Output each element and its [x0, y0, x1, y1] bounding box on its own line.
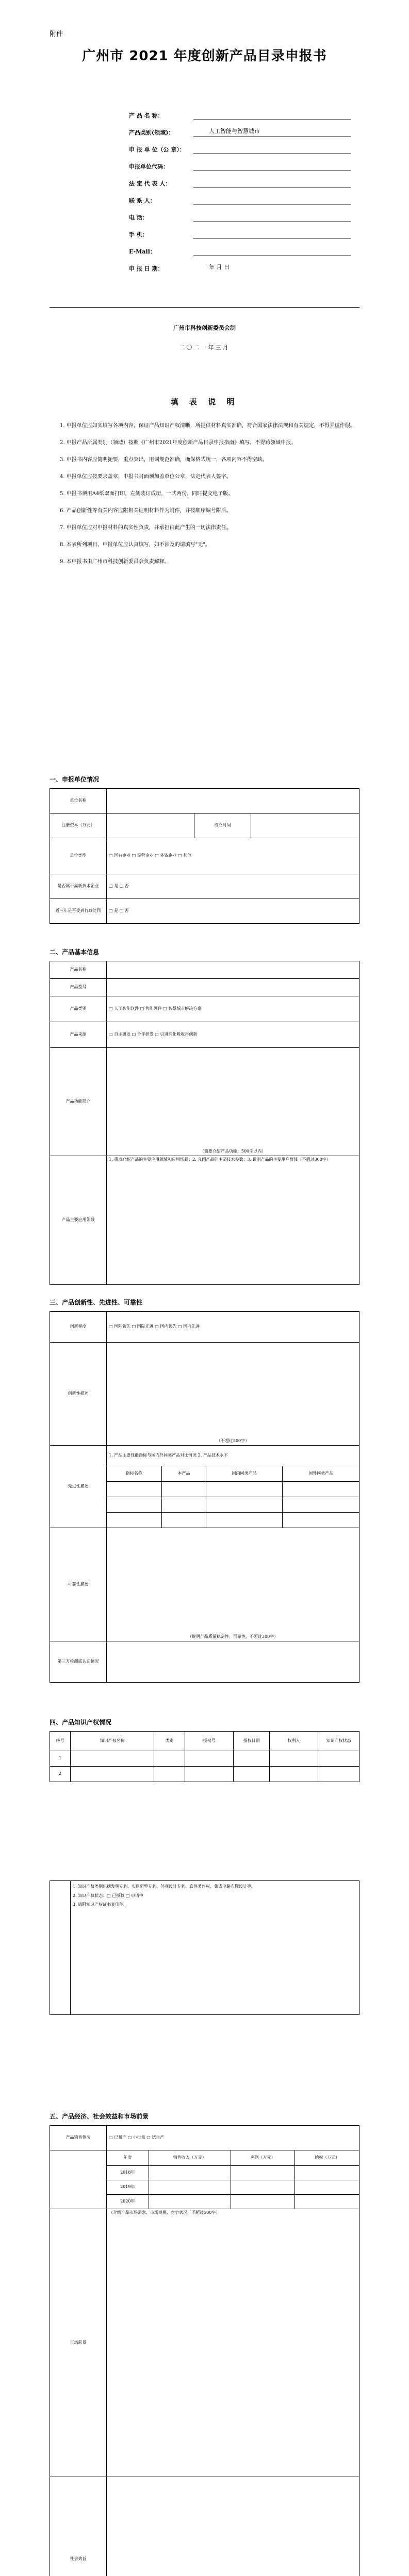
table-row: 1: [50, 1751, 359, 1767]
instruction-item: 3. 申报书内容应简明扼要，重点突出，用词规范准确，确保格式统一，各项内容不得空缺。: [60, 457, 268, 463]
instructions-title: 填 表 说 明: [170, 397, 239, 406]
product-info-table: 产品名称 产品型号 产品类别 □ 人工智能软件 □ 智能硬件 □ 智慧城市解决方案 产品来源 □ 自主研发 □ 合作研发 □ 引进消化吸收再创新 产品功能简介 （简要介绍产品功能，500字以内） 产品主要应用领域 1. 重点介绍产品的主要应用领域和应用场景；2. 介绍产品的主要技术参数；3. 说明产品的主要用户群体（不超过300字）: [50, 961, 359, 1285]
section-heading: 四、产品知识产权情况: [50, 1719, 112, 1726]
cover-field-phone: 电 话：: [129, 205, 351, 222]
cover-field-legal-rep: 法 定 代 表 人：: [129, 171, 351, 188]
instruction-item: 5. 申报书须用A4纸双面打印，左侧装订成册，一式两份，同时提交电子版。: [60, 491, 234, 497]
cover-field-email: E-Mail：: [129, 239, 351, 256]
ip-notes-table: 1. 知识产权类别包括发明专利、实用新型专利、外观设计专利、软件著作权、集成电路布图设计等。 2. 知识产权状态：□ 已授权 □ 申请中 3. 请附知识产权证书复印件。: [50, 1880, 359, 2015]
issue-date: 二〇二一年三月: [179, 344, 230, 351]
cover-field-code: 申报单位代码：: [129, 154, 351, 171]
ip-table: 序号 知识产权名称 类别 授权号 授权日期 权利人 知识产权状态 1 2: [50, 1731, 359, 1782]
cover-field-mobile: 手 机：: [129, 222, 351, 239]
cover-field-product-name: 产 品 名 称：: [129, 103, 351, 120]
unit-info-table: 单位名称 注册资本（万元） 成立时间 单位类型 □ 国有企业 □ 民营企业 □ 外资企业 □ 其他 是否属于高新技术企业 □ 是 □ 否 近三年是否受到行政处罚 □ 是 □ 否: [50, 788, 359, 924]
cover-field-contact: 联 系 人：: [129, 188, 351, 205]
section-heading: 二、产品基本信息: [50, 948, 100, 956]
section-heading: 三、产品创新性、先进性、可靠性: [50, 1299, 143, 1306]
section-heading: 五、产品经济、社会效益和市场前景: [50, 2113, 149, 2120]
issuing-office: 广州市科技创新委员会制: [173, 325, 236, 331]
page-title: 广州市 2021 年度创新产品目录申报书: [82, 48, 327, 64]
divider: [50, 307, 359, 308]
instruction-item: 7. 申报单位应对申报材料的真实性负责，并承担由此产生的一切法律责任。: [60, 525, 232, 531]
instruction-item: 2. 申报产品所属类别（领域）按照《广州市2021年度创新产品目录申报指南》填写，不得跨领域申报。: [60, 440, 297, 446]
instruction-item: 8. 本表所列项目，申报单位应认真填写，如不涉及的请填写"无"。: [60, 542, 210, 548]
instruction-item: 6. 产品创新性等有关内容应附相关证明材料作为附件，并按顺序编号附后。: [60, 508, 232, 514]
cover-field-applicant: 申 报 单 位（公 章）：: [129, 137, 351, 154]
cover-field-date: 申 报 日 期： 年 月 日: [129, 264, 230, 273]
cover-field-category: 产品类别(领域)： 人工智能与智慧城市: [129, 120, 351, 137]
instructions-list: [50, 420, 359, 573]
innovation-table: 创新程度 □ 国际领先 □ 国际先进 □ 国内领先 □ 国内先进 创新性描述 （不超过500字） 先进性描述 1. 产品主要性能指标与国内外同类产品对比情况 2. 产品技术水平 指标名称 本产品 国内同类产品 国外同类产品 可靠性描述 （说明产品质量稳定性、可靠性，不超过300字） 第三方检测或认证情况: [50, 1311, 359, 1683]
instruction-item: 1. 申报单位应如实填写各项内容，保证产品知识产权清晰，所提供材料真实准确，符合国家法律法规和有关规定，不得弄虚作假。: [60, 423, 355, 429]
instruction-item: 9. 本申报书由广州市科技创新委员会负责解释。: [60, 559, 170, 565]
economy-table: 产品销售情况 □ 已量产 □ 小批量 □ 试生产 年度 销售收入（万元） 利润（万元） 纳税（万元） 2018年 2019年 2020年 市场前景 （介绍产品市场需求、市场规模、竞争状况，不超过500字） 社会效益: [50, 2125, 359, 2576]
table-row: 2: [50, 1767, 359, 1782]
cover-fields: [129, 103, 351, 273]
instruction-item: 4. 申报单位应按要求盖章，申报书封面须加盖单位公章，法定代表人签字。: [60, 474, 232, 480]
section-heading: 一、申报单位情况: [50, 776, 100, 783]
attachment-label: 附件: [50, 30, 63, 38]
